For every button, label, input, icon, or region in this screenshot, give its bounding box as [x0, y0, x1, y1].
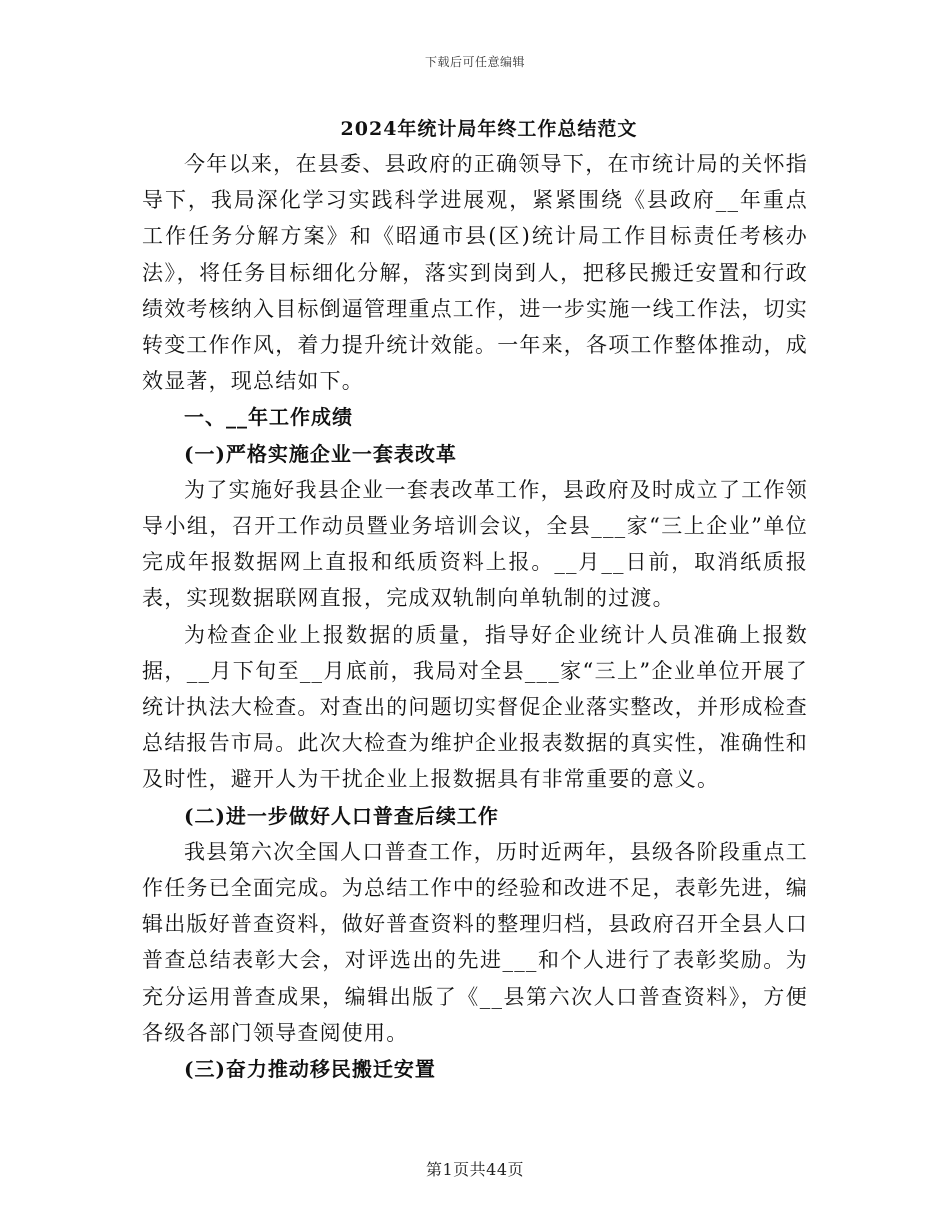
intro-paragraph: 今年以来，在县委、县政府的正确领导下，在市统计局的关怀指导下，我局深化学习实践科学进展观，紧紧围绕《县政府__年重点工作任务分解方案》和《昭通市县(区)统计局工作目标责任考核办法》，将任务目标细化分解，落实到岗到人，把移民搬迁安置和行政绩效考核纳入目标倒逼管理重点工作，进一步实施一线工作法，切实转变工作作风，着力提升统计效能。一年来，各项工作整体推动，成效显著，现总结如下。 — [142, 152, 808, 394]
document-body — [142, 112, 808, 1087]
section-heading-1: 一、__年工作成绩 — [184, 405, 353, 430]
paragraph-1a: 为了实施好我县企业一套表改革工作，县政府及时成立了工作领导小组，召开工作动员暨业务培训会议，全县___家“三上企业”单位完成年报数据网上直报和纸质资料上报。__月__日前，取消纸质报表，实现数据联网直报，完成双轨制向单轨制的过渡。 — [142, 477, 808, 611]
header-note: 下载后可任意编辑 — [424, 55, 525, 69]
subsection-heading-3: (三)奋力推动移民搬迁安置 — [184, 1057, 436, 1082]
paragraph-2: 我县第六次全国人口普查工作，历时近两年，县级各阶段重点工作任务已全面完成。为总结工作中的经验和改进不足，表彰先进，编辑出版好普查资料，做好普查资料的整理归档，县政府召开全县人口普查总结表彰大会，对评选出的先进___和个人进行了表彰奖励。为充分运用普查成果，编辑出版了《__县第六次人口普查资料》，方便各级各部门领导查阅使用。 — [142, 839, 808, 1045]
subsection-heading-2: (二)进一步做好人口普查后续工作 — [184, 803, 499, 828]
subsection-heading-1: (一)严格实施企业一套表改革 — [184, 441, 457, 466]
document-title: 2024年统计局年终工作总结范文 — [340, 118, 638, 140]
paragraph-1b: 为检查企业上报数据的质量，指导好企业统计人员准确上报数据，__月下旬至__月底前，我局对全县___家“三上”企业单位开展了统计执法大检查。对查出的问题切实督促企业落实整改，并形成检查总结报告市局。此次大检查为维护企业报表数据的真实性，准确性和及时性，避开人为干扰企业上报数据具有非常重要的意义。 — [142, 622, 808, 792]
page-footer: 第1页共44页 — [425, 1160, 525, 1179]
